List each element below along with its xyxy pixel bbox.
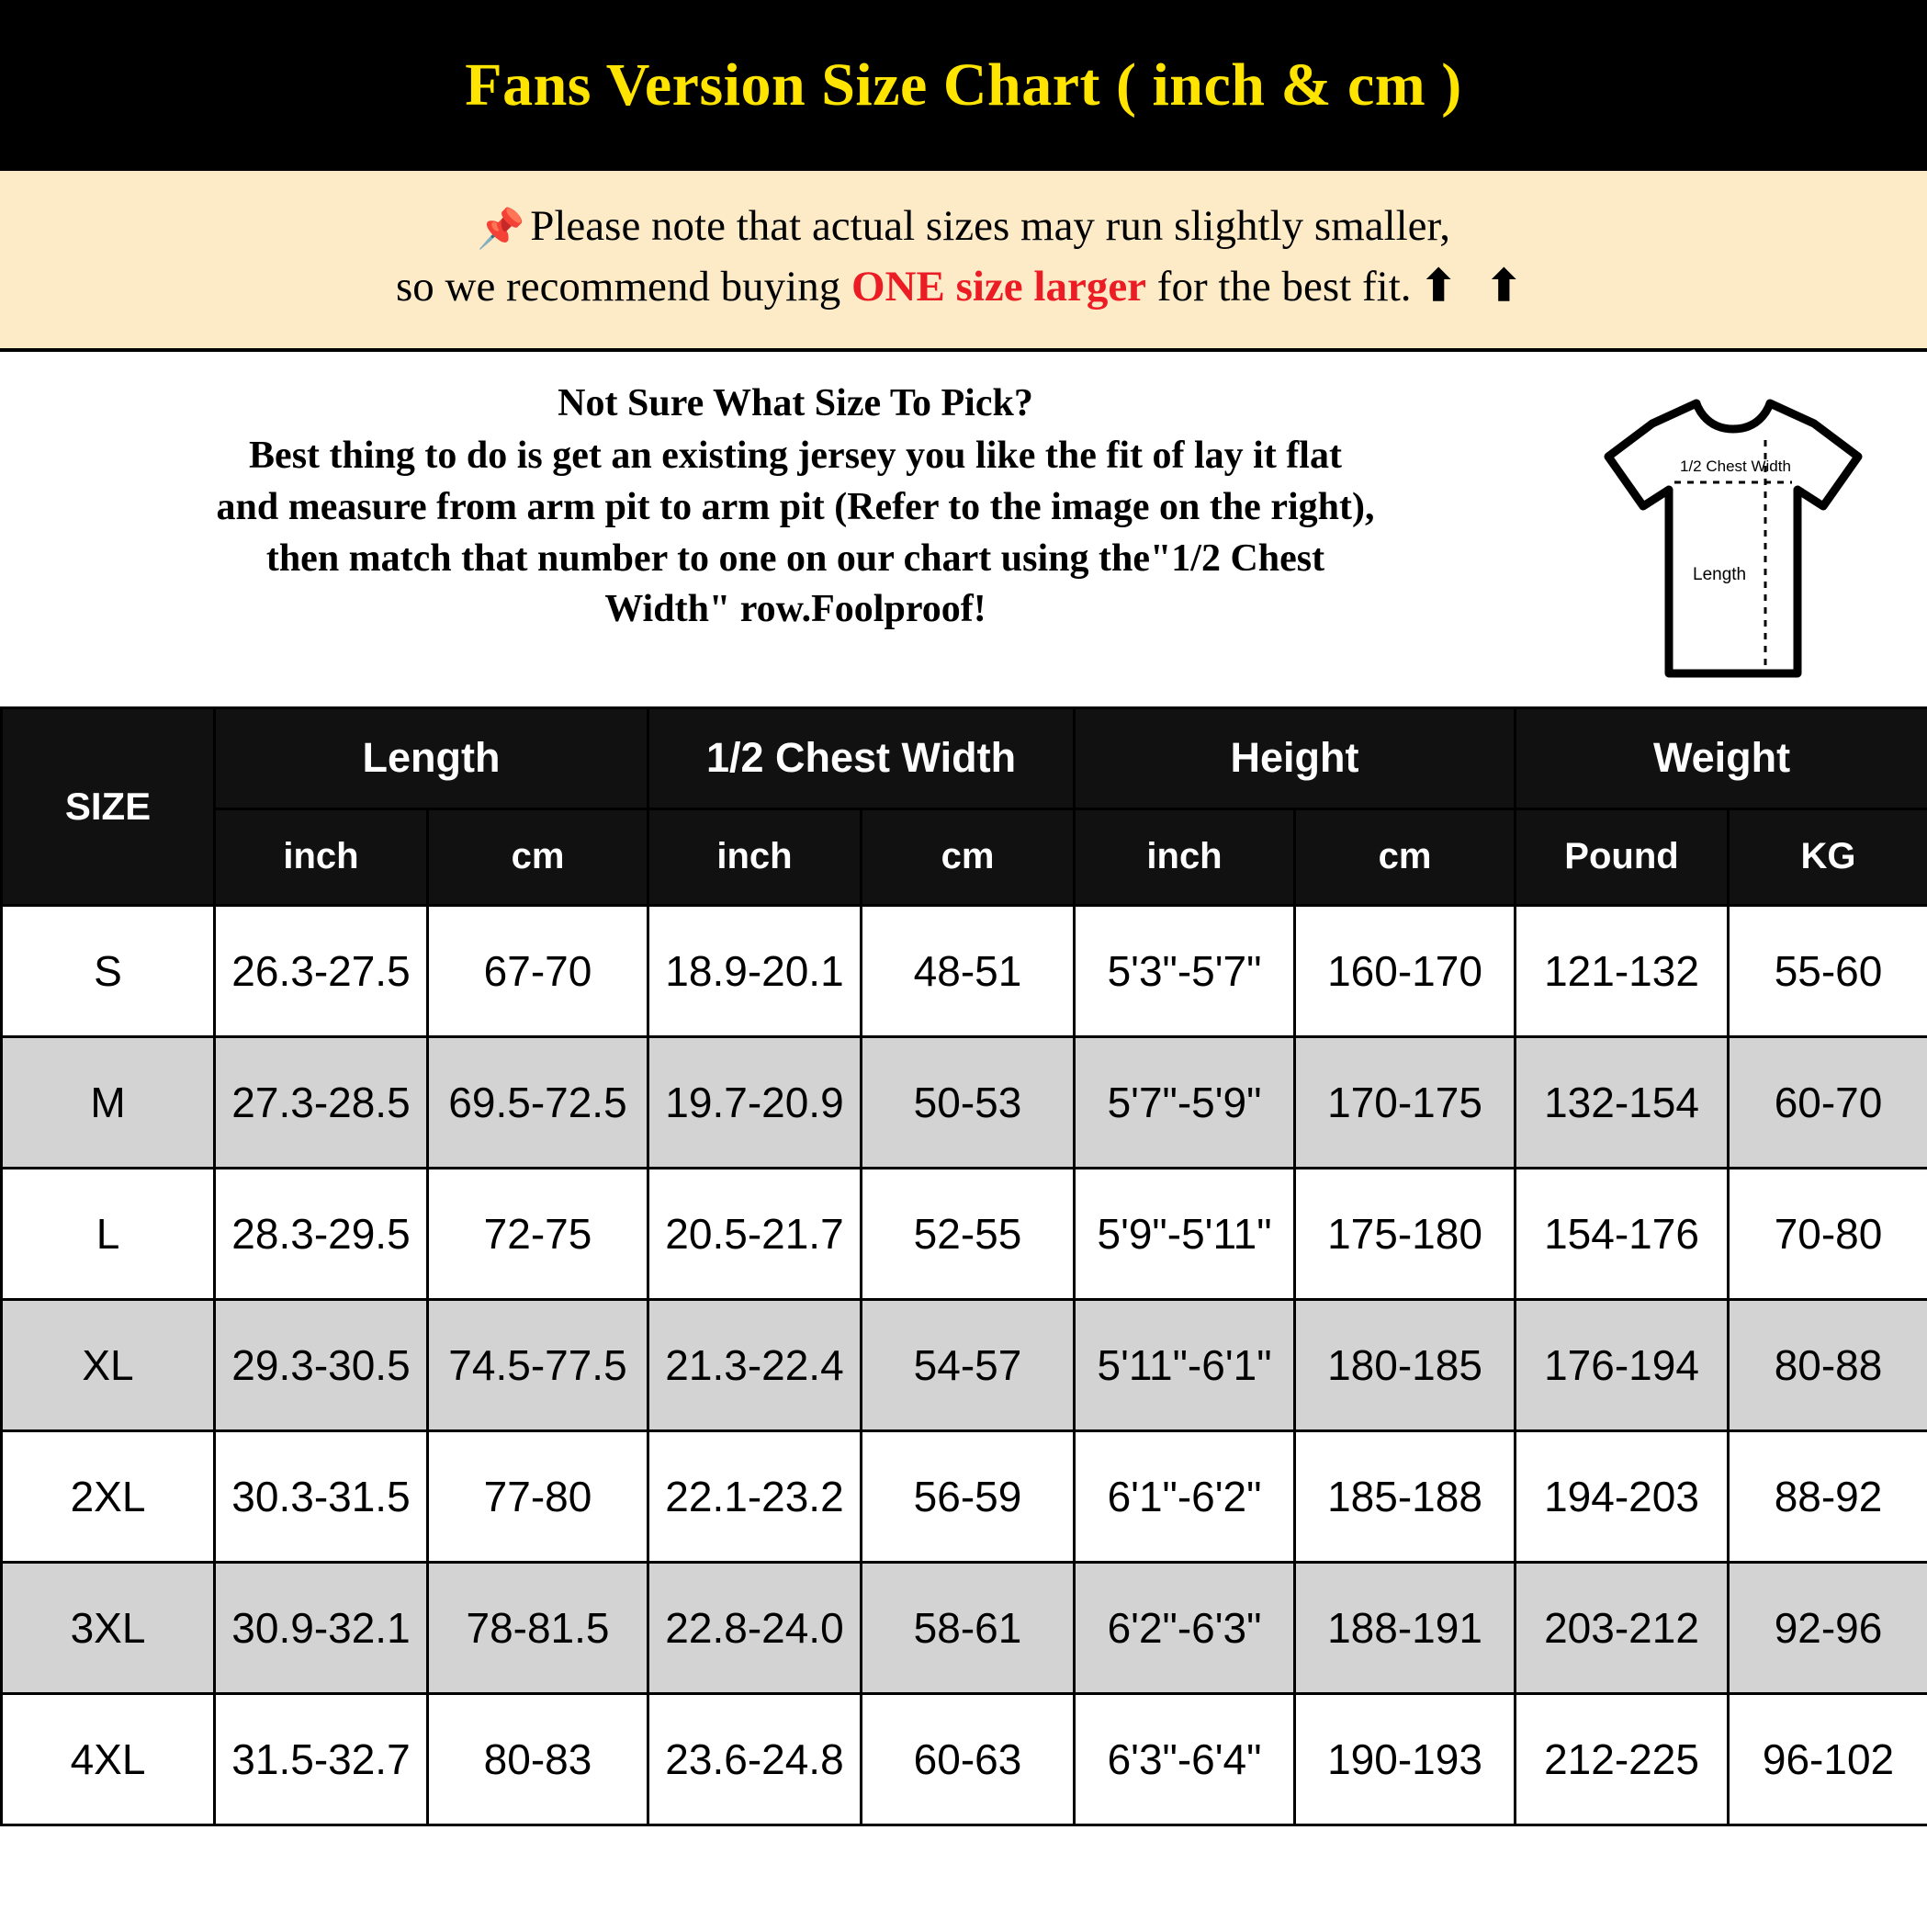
help-text-block [9, 372, 1582, 636]
header-unit-length-inch: inch [215, 808, 428, 905]
cell-size: 3XL [2, 1562, 215, 1693]
table-cell: 212-225 [1516, 1693, 1729, 1825]
header-size: SIZE [2, 707, 215, 905]
table-cell: 27.3-28.5 [215, 1036, 428, 1168]
table-cell: 5'11"-6'1" [1075, 1299, 1295, 1430]
table-body [2, 905, 1927, 1825]
table-cell: 6'2"-6'3" [1075, 1562, 1295, 1693]
table-cell: 28.3-29.5 [215, 1168, 428, 1299]
table-cell: 5'7"-5'9" [1075, 1036, 1295, 1168]
header-group-height: Height [1075, 707, 1516, 808]
table-cell: 60-63 [862, 1693, 1075, 1825]
help-heading: Not Sure What Size To Pick? [558, 381, 1033, 424]
note-line-1-text: Please note that actual sizes may run slightly smaller, [530, 202, 1451, 250]
cell-size: XL [2, 1299, 215, 1430]
table-cell: 88-92 [1729, 1430, 1927, 1562]
tshirt-diagram-icon [1595, 387, 1871, 690]
table-cell: 80-83 [428, 1693, 648, 1825]
table-cell: 48-51 [862, 905, 1075, 1036]
table-head [2, 707, 1927, 905]
header-unit-height-inch: inch [1075, 808, 1295, 905]
page-title: Fans Version Size Chart ( inch & cm ) [465, 51, 1462, 119]
cell-size: L [2, 1168, 215, 1299]
table-cell: 67-70 [428, 905, 648, 1036]
table-cell: 176-194 [1516, 1299, 1729, 1430]
table-cell: 5'9"-5'11" [1075, 1168, 1295, 1299]
table-cell: 72-75 [428, 1168, 648, 1299]
help-section [0, 352, 1927, 706]
table-cell: 52-55 [862, 1168, 1075, 1299]
table-cell: 56-59 [862, 1430, 1075, 1562]
table-cell: 160-170 [1295, 905, 1516, 1036]
table-cell: 180-185 [1295, 1299, 1516, 1430]
note-banner [0, 171, 1927, 352]
header-unit-length-cm: cm [428, 808, 648, 905]
table-row [2, 1430, 1927, 1562]
help-line-4: Width" row.Foolproof! [604, 588, 986, 631]
table-row [2, 1168, 1927, 1299]
table-cell: 21.3-22.4 [648, 1299, 862, 1430]
note-emphasis: ONE size larger [851, 262, 1147, 311]
table-cell: 96-102 [1729, 1693, 1927, 1825]
table-cell: 188-191 [1295, 1562, 1516, 1693]
header-unit-chest-cm: cm [862, 808, 1075, 905]
tshirt-diagram-wrap [1582, 372, 1918, 690]
table-cell: 77-80 [428, 1430, 648, 1562]
cell-size: M [2, 1036, 215, 1168]
table-row [2, 1036, 1927, 1168]
table-cell: 74.5-77.5 [428, 1299, 648, 1430]
note-line-2 [37, 257, 1890, 317]
table-cell: 6'3"-6'4" [1075, 1693, 1295, 1825]
header-group-length: Length [215, 707, 648, 808]
table-cell: 92-96 [1729, 1562, 1927, 1693]
table-cell: 132-154 [1516, 1036, 1729, 1168]
table-cell: 19.7-20.9 [648, 1036, 862, 1168]
cell-size: 2XL [2, 1430, 215, 1562]
table-cell: 70-80 [1729, 1168, 1927, 1299]
table-cell: 58-61 [862, 1562, 1075, 1693]
cell-size: S [2, 905, 215, 1036]
table-cell: 18.9-20.1 [648, 905, 862, 1036]
note-line-2-prefix: so we recommend buying [395, 262, 851, 311]
help-line-1: Best thing to do is get an existing jersey you like the fit of lay it flat [249, 434, 1342, 477]
table-unit-header-row [2, 808, 1927, 905]
table-cell: 22.1-23.2 [648, 1430, 862, 1562]
note-line-1 [37, 197, 1890, 257]
table-cell: 60-70 [1729, 1036, 1927, 1168]
help-line-2: and measure from arm pit to arm pit (Refer to the image on the right), [216, 485, 1375, 528]
table-cell: 20.5-21.7 [648, 1168, 862, 1299]
header-group-weight: Weight [1516, 707, 1927, 808]
table-cell: 30.9-32.1 [215, 1562, 428, 1693]
header-unit-height-cm: cm [1295, 808, 1516, 905]
table-cell: 190-193 [1295, 1693, 1516, 1825]
table-cell: 69.5-72.5 [428, 1036, 648, 1168]
table-cell: 121-132 [1516, 905, 1729, 1036]
table-row [2, 1693, 1927, 1825]
table-cell: 175-180 [1295, 1168, 1516, 1299]
table-row [2, 905, 1927, 1036]
up-arrows-icon: ⬆ ⬆ [1420, 262, 1532, 311]
table-cell: 170-175 [1295, 1036, 1516, 1168]
table-cell: 194-203 [1516, 1430, 1729, 1562]
table-cell: 154-176 [1516, 1168, 1729, 1299]
table-group-header-row [2, 707, 1927, 808]
cell-size: 4XL [2, 1693, 215, 1825]
table-cell: 80-88 [1729, 1299, 1927, 1430]
header-unit-weight-kg: KG [1729, 808, 1927, 905]
table-cell: 30.3-31.5 [215, 1430, 428, 1562]
table-cell: 50-53 [862, 1036, 1075, 1168]
length-label: Length [1693, 564, 1747, 584]
chest-width-label: 1/2 Chest Width [1680, 457, 1791, 475]
header-unit-chest-inch: inch [648, 808, 862, 905]
table-cell: 23.6-24.8 [648, 1693, 862, 1825]
table-cell: 31.5-32.7 [215, 1693, 428, 1825]
size-table [0, 706, 1927, 1826]
header-group-chest-width: 1/2 Chest Width [648, 707, 1075, 808]
title-bar [0, 0, 1927, 171]
table-row [2, 1299, 1927, 1430]
table-cell: 78-81.5 [428, 1562, 648, 1693]
header-unit-weight-pound: Pound [1516, 808, 1729, 905]
table-cell: 203-212 [1516, 1562, 1729, 1693]
pushpin-icon: 📌 [476, 209, 525, 251]
table-cell: 29.3-30.5 [215, 1299, 428, 1430]
help-line-3: then match that number to one on our chart using the"1/2 Chest [265, 537, 1325, 580]
table-cell: 55-60 [1729, 905, 1927, 1036]
table-cell: 5'3"-5'7" [1075, 905, 1295, 1036]
note-line-2-suffix: for the best fit. [1146, 262, 1412, 311]
table-row [2, 1562, 1927, 1693]
table-cell: 22.8-24.0 [648, 1562, 862, 1693]
table-cell: 185-188 [1295, 1430, 1516, 1562]
table-cell: 54-57 [862, 1299, 1075, 1430]
table-cell: 26.3-27.5 [215, 905, 428, 1036]
table-cell: 6'1"-6'2" [1075, 1430, 1295, 1562]
